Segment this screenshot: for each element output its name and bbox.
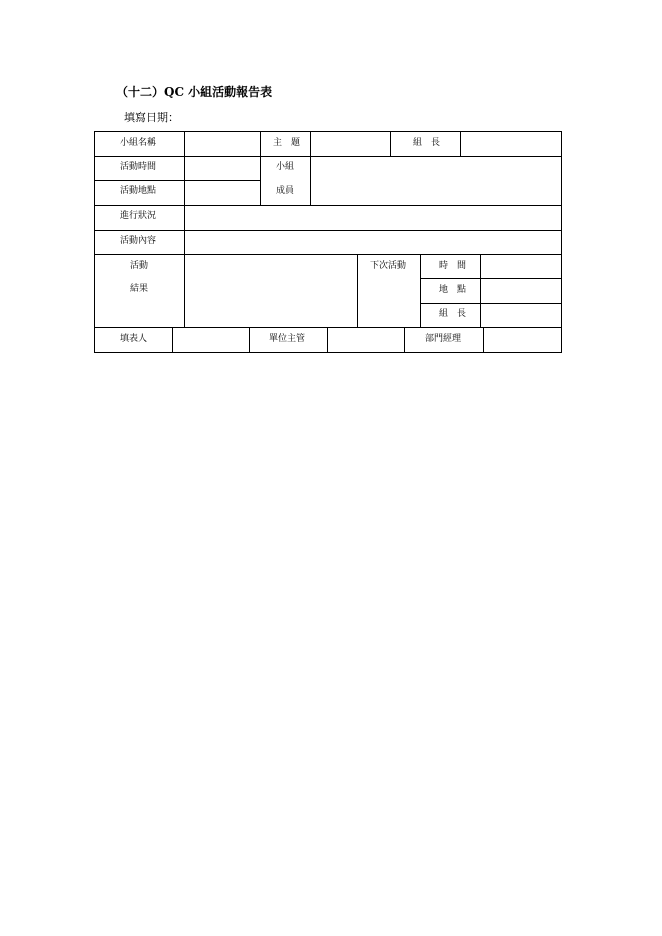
activity-place-field[interactable]	[184, 180, 261, 206]
members-field[interactable]	[310, 156, 562, 206]
next-place-label: 地 點	[439, 285, 467, 295]
content-label: 活動內容	[120, 236, 157, 246]
leader-field[interactable]	[460, 131, 562, 157]
unit-supervisor-label: 單位主管	[269, 334, 306, 344]
unit-supervisor-field[interactable]	[327, 327, 405, 353]
leader-label: 組 長	[413, 138, 441, 148]
filler-label-cell	[94, 327, 173, 353]
next-activity-label: 下次活動	[370, 261, 407, 271]
dept-manager-label-cell	[404, 327, 484, 353]
filler-field[interactable]	[172, 327, 250, 353]
leader-label-cell	[390, 131, 461, 157]
next-time-field[interactable]	[480, 254, 562, 279]
members-label-line1: 小組	[276, 162, 295, 172]
members-label-line2: 成員	[276, 186, 295, 196]
members-label-cell	[260, 156, 311, 206]
activity-time-label-cell	[94, 156, 185, 181]
activity-time-label: 活動時間	[120, 162, 157, 172]
progress-label-cell	[94, 205, 185, 231]
result-label-cell	[94, 254, 185, 328]
activity-place-label-cell	[94, 180, 185, 206]
page-title: （十二）QC 小組活動報告表	[116, 85, 273, 99]
next-leader-label: 組 長	[439, 309, 467, 319]
group-name-label: 小組名稱	[120, 138, 157, 148]
activity-time-field[interactable]	[184, 156, 261, 181]
progress-field[interactable]	[184, 205, 562, 231]
result-field[interactable]	[184, 254, 358, 328]
group-name-field[interactable]	[184, 131, 261, 157]
progress-label: 進行狀況	[120, 211, 157, 221]
next-time-label: 時 間	[439, 261, 467, 271]
next-leader-field[interactable]	[480, 303, 562, 328]
fill-date-label: 填寫日期：	[124, 111, 179, 124]
next-place-field[interactable]	[480, 278, 562, 304]
next-time-label-cell	[420, 254, 481, 279]
next-leader-label-cell	[420, 303, 481, 328]
theme-field[interactable]	[310, 131, 391, 157]
content-field[interactable]	[184, 230, 562, 255]
result-label-line1: 活動	[130, 261, 149, 271]
result-label-line2: 結果	[130, 284, 149, 294]
next-place-label-cell	[420, 278, 481, 304]
group-name-label-cell	[94, 131, 185, 157]
theme-label-cell	[260, 131, 311, 157]
unit-supervisor-label-cell	[249, 327, 328, 353]
next-activity-label-cell	[357, 254, 421, 328]
theme-label: 主 題	[273, 138, 301, 148]
content-label-cell	[94, 230, 185, 255]
dept-manager-label: 部門經理	[425, 334, 462, 344]
filler-label: 填表人	[120, 334, 148, 344]
dept-manager-field[interactable]	[483, 327, 562, 353]
activity-place-label: 活動地點	[120, 186, 157, 196]
